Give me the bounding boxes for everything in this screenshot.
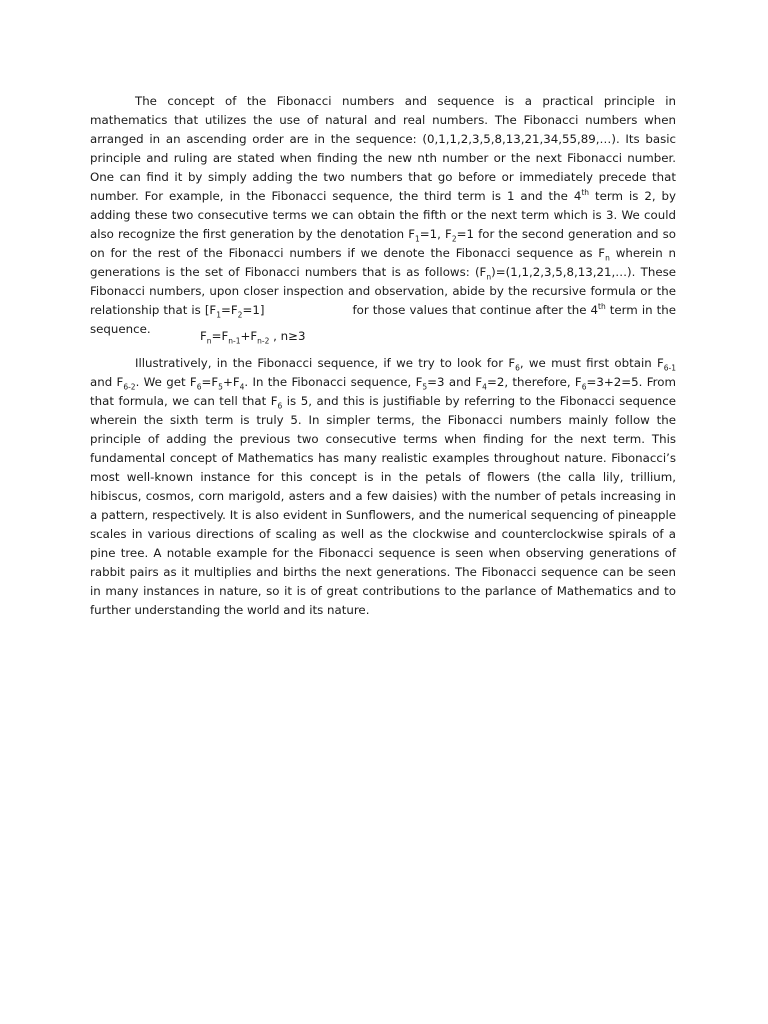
text-run: and F (90, 375, 124, 389)
text-run: Illustratively, in the Fibonacci sequence, if we try to look for F (135, 356, 516, 370)
formula-part: , n≥3 (269, 329, 306, 343)
text-run: =3+2=5. From that formula, we can tell that F (90, 375, 676, 408)
subscript: 1 (216, 310, 221, 320)
recursive-formula (200, 327, 306, 346)
text-run: wherein n generations is the set of Fibonacci numbers that is as follows: (F (90, 246, 676, 279)
text-run: term in the sequence. (90, 303, 676, 336)
superscript: th (581, 188, 590, 198)
text-run: . We get F (135, 375, 197, 389)
subscript: 1 (415, 234, 420, 244)
subscript: 6 (581, 382, 587, 392)
text-run: =3 and F (427, 375, 483, 389)
subscript: n-1 (228, 336, 241, 346)
formula-part: F (200, 329, 207, 343)
paragraph-2 (90, 354, 676, 620)
subscript: 2 (237, 310, 243, 320)
subscript: 6 (277, 401, 283, 411)
subscript: 6 (515, 363, 520, 373)
text-run: =2, therefore, F (486, 375, 582, 389)
text-run: )=(1,1,2,3,5,8,13,21,…). These Fibonacci numbers, upon closer inspection and observation, abide by the recursive formula or the relationship that is [F (90, 265, 676, 317)
text-run: =1, F (419, 227, 452, 241)
subscript: 4 (482, 382, 487, 392)
subscript: n (486, 272, 492, 282)
text-run: , we must first obtain F (519, 356, 664, 370)
subscript: 4 (239, 382, 245, 392)
subscript: n (605, 253, 610, 263)
formula-part: =F (211, 329, 229, 343)
paragraph-1 (90, 92, 676, 339)
subscript: 2 (451, 234, 457, 244)
text-run: is 5, and this is justifiable by referring to the Fibonacci sequence wherein the sixth term is truly 5. In simpler terms, the Fibonacci numbers mainly follow the principle of adding the previous two consecutive terms when finding for the next term. This fundamental concept of Mathematics has many realistic examples throughout nature. Fibonacci’s most well-known instance for this concept is in the petals of flowers (the calla lily, trillium, hibiscus, cosmos, corn marigold, asters and a few daisies) with the number of petals increasing in a pattern, respectively. It is also evident in Sunflowers, and the numerical sequencing of pineapple scales in various directions of scaling as well as the clockwise and counterclockwise spirals of a pine tree. A notable example for the Fibonacci sequence is seen when observing generations of rabbit pairs as it multiplies and births the next generations. The Fibonacci sequence can be seen in many instances in nature, so it is of great contributions to the parlance of Mathematics and to further understanding the world and its nature. (90, 394, 676, 617)
text-run: =1] (242, 303, 265, 317)
subscript: 6-1 (663, 363, 676, 373)
text-run: term is 2, by adding these two consecutive terms we can obtain the fifth or the next term which is 3. We could also recognize the first generation by the denotation F (90, 189, 676, 241)
subscript: n-2 (257, 336, 270, 346)
subscript: n (206, 336, 212, 346)
subscript: 6 (196, 382, 202, 392)
text-run: =F (201, 375, 219, 389)
text-run: =1 for the second generation and so on for the rest of the Fibonacci numbers if we denote the Fibonacci sequence as F (90, 227, 676, 260)
text-run: =F (221, 303, 238, 317)
subscript: 5 (218, 382, 223, 392)
text-run: +F (222, 375, 240, 389)
subscript: 6-2 (123, 382, 136, 392)
formula-part: +F (240, 329, 258, 343)
subscript: 5 (422, 382, 428, 392)
text-run: . In the Fibonacci sequence, F (244, 375, 423, 389)
text-run: The concept of the Fibonacci numbers and sequence is a practical principle in mathematics that utilizes the use of natural and real numbers. The Fibonacci numbers when arranged in an ascending order are in the sequence: (0,1,1,2,3,5,8,13,21,34,55,89,…). Its basic principle and ruling are stated when finding the new nth number or the next Fibonacci number. One can find it by simply adding the two numbers that go before or immediately precede that number. For example, in the Fibonacci sequence, the third term is 1 and the 4 (90, 94, 676, 203)
superscript: th (598, 302, 606, 312)
text-run: for those values that continue after the 4 (352, 303, 599, 317)
